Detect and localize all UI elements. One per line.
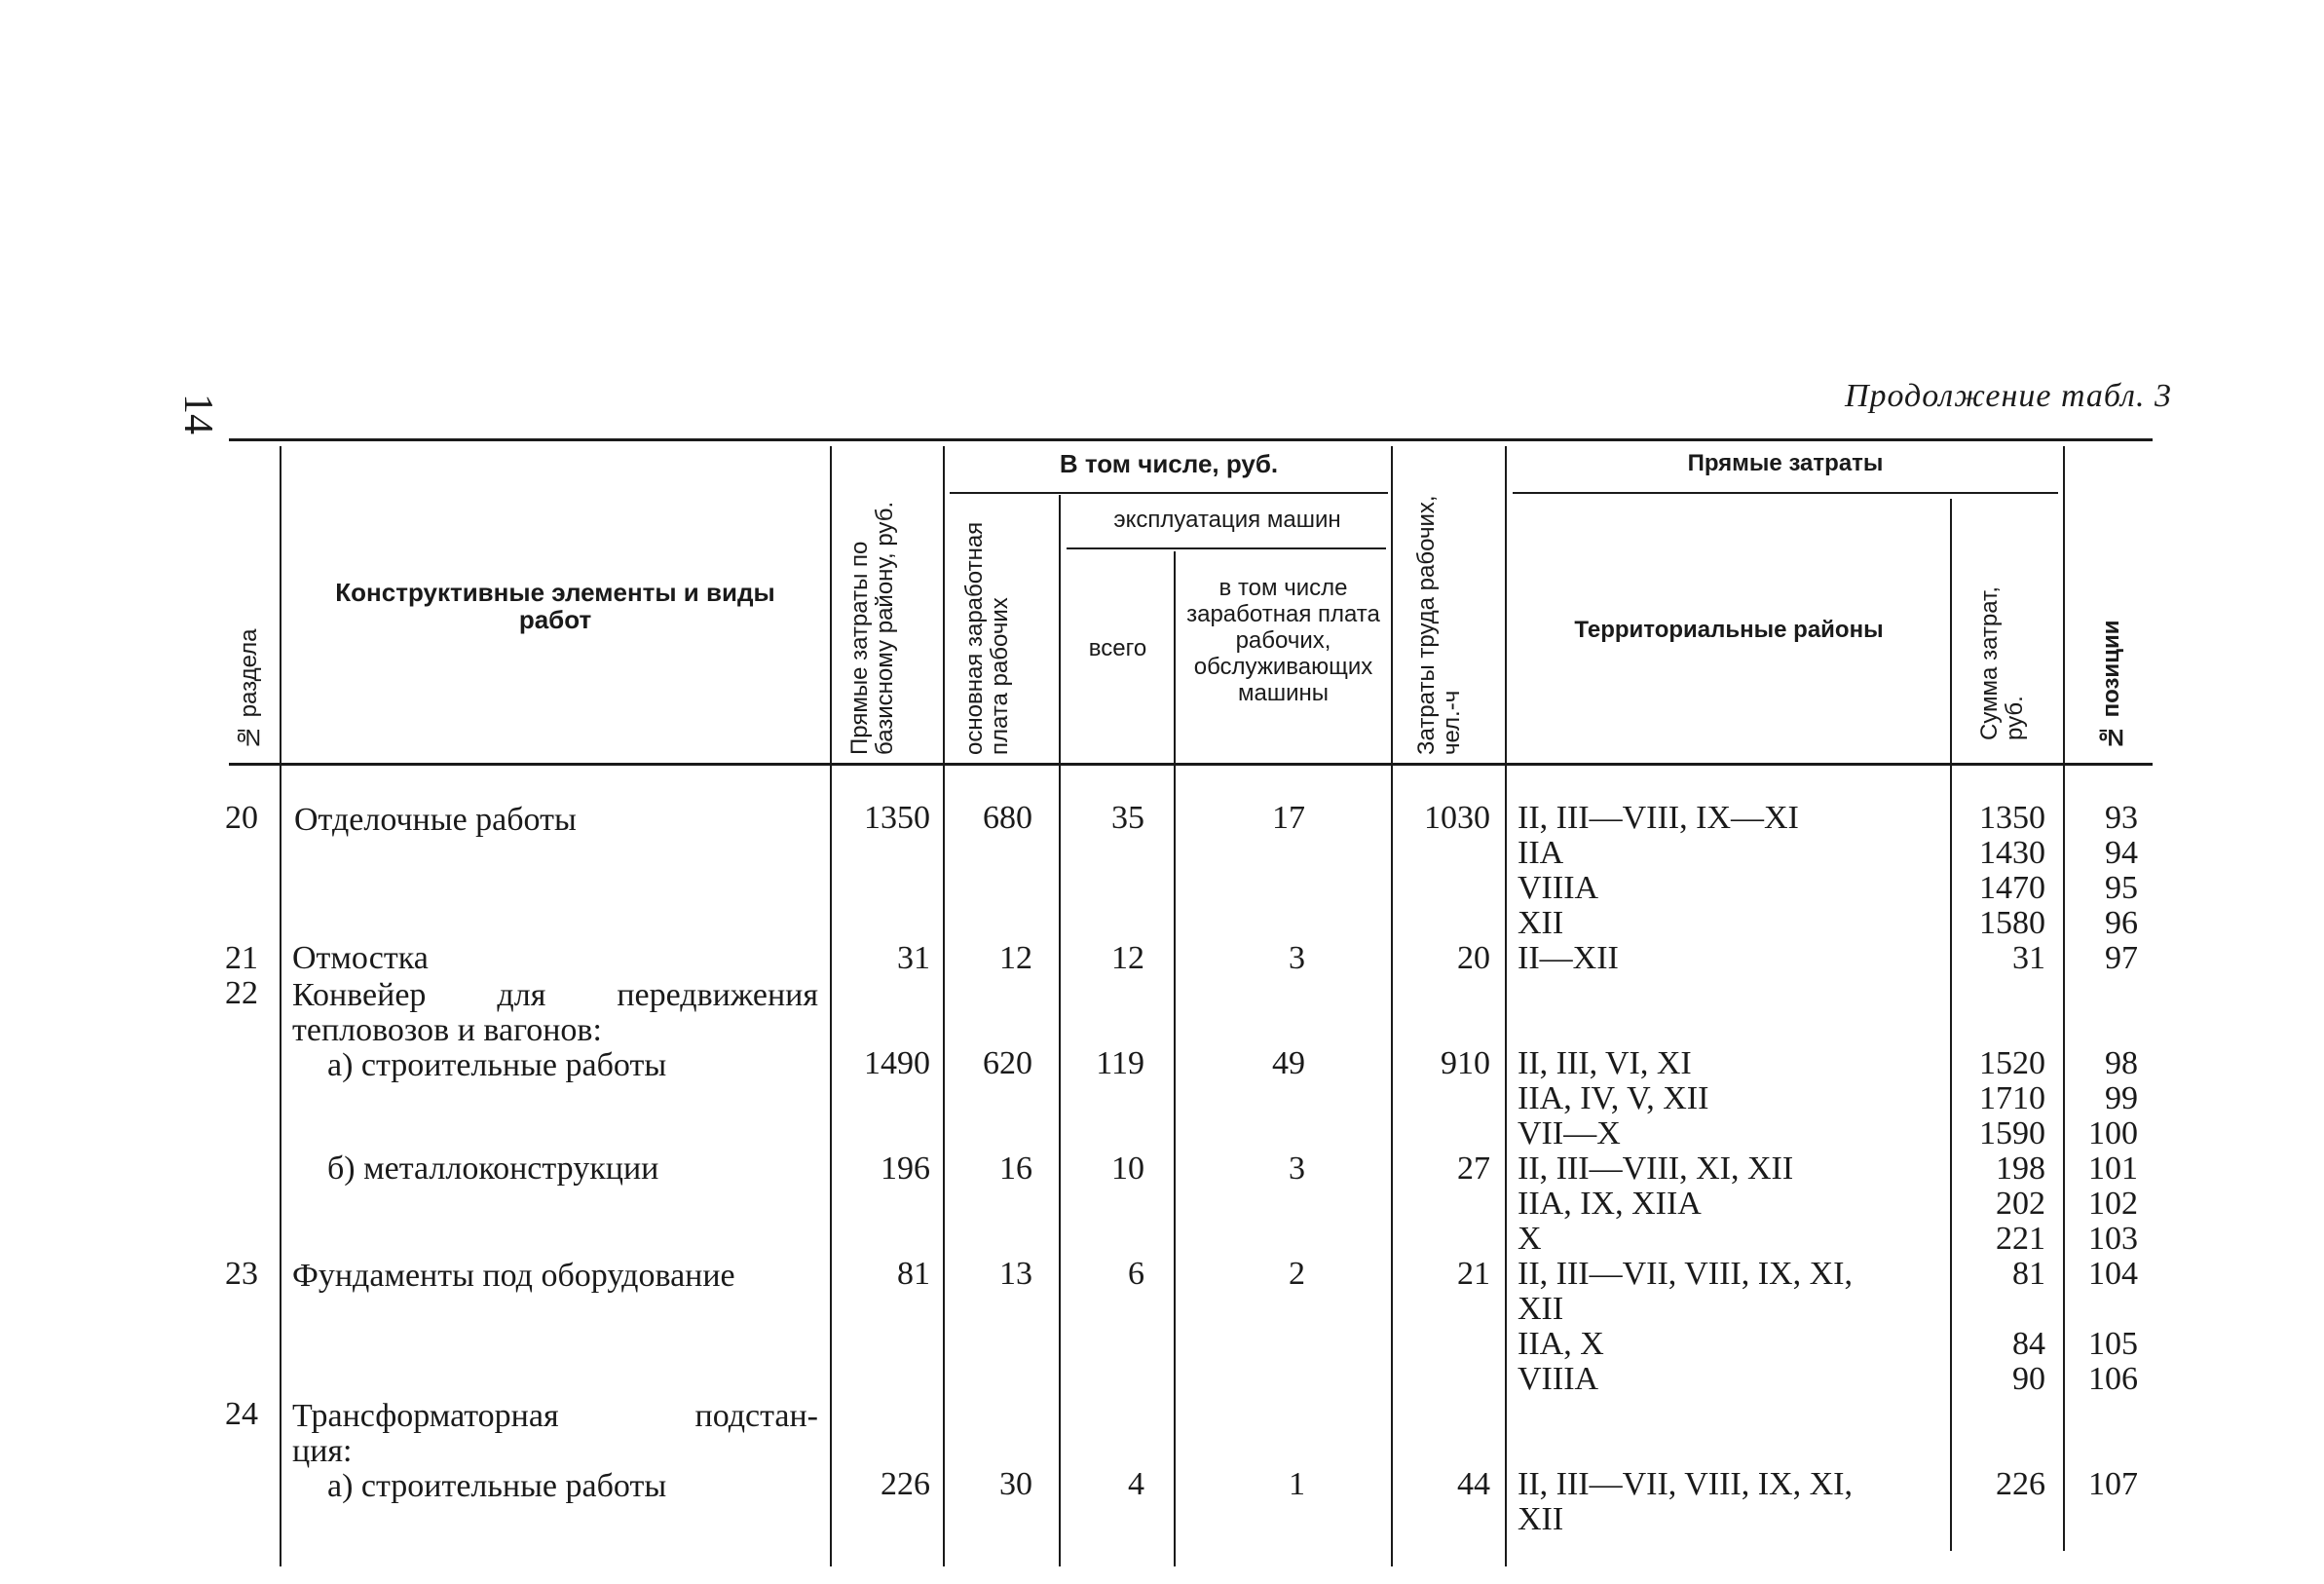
group-rule [1513, 492, 2058, 494]
region: XII [1518, 1291, 1564, 1327]
col-divider [1950, 499, 1952, 1551]
region: IIA [1518, 835, 1564, 871]
machines-wage: 17 [1272, 800, 1305, 836]
position: 101 [2088, 1150, 2138, 1187]
position: 100 [2088, 1115, 2138, 1151]
machines-total: 119 [1096, 1045, 1144, 1081]
col-divider [1505, 446, 1507, 1566]
section-number: 20 [225, 800, 258, 836]
position: 104 [2088, 1256, 2138, 1292]
machines-wage: 1 [1289, 1466, 1305, 1502]
header-direct-group: Прямые затраты [1687, 450, 1884, 476]
position: 97 [2105, 940, 2138, 976]
header-regions: Территориальные районы [1574, 617, 1884, 643]
region: II, III, VI, XI [1518, 1045, 1692, 1081]
wage: 12 [999, 940, 1032, 976]
machines-total: 12 [1111, 940, 1144, 976]
position: 107 [2088, 1466, 2138, 1502]
labor: 44 [1457, 1466, 1490, 1502]
col-divider [280, 446, 281, 1566]
labor: 21 [1457, 1256, 1490, 1292]
sum: 1350 [1979, 800, 2045, 836]
region: II, III—VIII, XI, XII [1518, 1150, 1794, 1187]
sum: 1590 [1979, 1115, 2045, 1151]
wage: 13 [999, 1256, 1032, 1292]
work-name: Фундаменты под оборудование [292, 1258, 735, 1294]
position: 94 [2105, 835, 2138, 871]
region: II, III—VII, VIII, IX, XI, [1518, 1466, 1853, 1502]
sum: 202 [1996, 1186, 2045, 1222]
header-direct-base: Прямые затраты по базисному району, руб. [846, 501, 898, 755]
position: 103 [2088, 1221, 2138, 1257]
col-divider [943, 446, 945, 1566]
base-cost: 196 [881, 1150, 930, 1187]
group-rule [950, 492, 1388, 494]
sum: 81 [2012, 1256, 2045, 1292]
machines-total: 10 [1111, 1150, 1144, 1187]
position: 98 [2105, 1045, 2138, 1081]
header-position: № позиции [2098, 620, 2124, 750]
header-machines-wage: в том числе заработная плата рабочих, обслуживающих машины [1186, 575, 1380, 706]
page-number: 14 [175, 394, 220, 434]
header-elements: Конструктивные элементы и виды работ [335, 578, 775, 634]
top-rule [229, 438, 2153, 441]
wage: 16 [999, 1150, 1032, 1187]
work-name: а) строительные работы [327, 1468, 667, 1504]
sum: 198 [1996, 1150, 2045, 1187]
region: VIIIA [1518, 870, 1599, 906]
sum: 90 [2012, 1361, 2045, 1397]
header-labor: Затраты труда рабочих, чел.-ч [1413, 495, 1465, 755]
section-number: 21 [225, 940, 258, 976]
position: 99 [2105, 1080, 2138, 1116]
header-section: № раздела [236, 628, 262, 750]
region: II—XII [1518, 940, 1619, 976]
base-cost: 81 [897, 1256, 930, 1292]
machines-wage: 49 [1272, 1045, 1305, 1081]
header-machines-group: эксплуатация машин [1113, 507, 1341, 533]
region: VIIIA [1518, 1361, 1599, 1397]
region: VII—X [1518, 1115, 1621, 1151]
machines-total: 4 [1128, 1466, 1144, 1502]
sum: 1580 [1979, 905, 2045, 941]
sum: 1710 [1979, 1080, 2045, 1116]
labor: 910 [1441, 1045, 1490, 1081]
machines-total: 6 [1128, 1256, 1144, 1292]
labor: 1030 [1424, 800, 1490, 836]
machines-wage: 3 [1289, 1150, 1305, 1187]
group-rule [1067, 547, 1386, 549]
position: 106 [2088, 1361, 2138, 1397]
table-caption: Продолжение табл. 3 [1844, 378, 2172, 414]
region: XII [1518, 905, 1564, 941]
work-name: тепловозов и вагонов: [292, 1012, 602, 1048]
region: X [1518, 1221, 1542, 1257]
wage: 620 [983, 1045, 1032, 1081]
work-name: Конвейер для передвижения [292, 977, 818, 1013]
wage: 680 [983, 800, 1032, 836]
col-divider [1059, 495, 1061, 1566]
col-divider [2063, 446, 2065, 1551]
machines-wage: 2 [1289, 1256, 1305, 1292]
region: II, III—VIII, IX—XI [1518, 800, 1799, 836]
base-cost: 226 [881, 1466, 930, 1502]
region: IIA, IV, V, XII [1518, 1080, 1709, 1116]
col-divider [1391, 446, 1393, 1566]
work-name: Трансформаторная подстан- [292, 1398, 818, 1434]
position: 96 [2105, 905, 2138, 941]
position: 105 [2088, 1326, 2138, 1362]
work-name: Отмостка [292, 940, 429, 976]
header-rule [229, 763, 2153, 766]
sum: 84 [2012, 1326, 2045, 1362]
col-divider [1174, 551, 1176, 1566]
machines-total: 35 [1111, 800, 1144, 836]
position: 93 [2105, 800, 2138, 836]
region: XII [1518, 1501, 1564, 1537]
sum: 221 [1996, 1221, 2045, 1257]
base-cost: 31 [897, 940, 930, 976]
region: IIA, X [1518, 1326, 1604, 1362]
work-name: Отделочные работы [294, 802, 577, 838]
region: IIA, IX, XIIA [1518, 1186, 1702, 1222]
position: 102 [2088, 1186, 2138, 1222]
section-number: 24 [225, 1396, 258, 1432]
work-name: а) строительные работы [327, 1047, 667, 1083]
sum: 226 [1996, 1466, 2045, 1502]
labor: 20 [1457, 940, 1490, 976]
labor: 27 [1457, 1150, 1490, 1187]
sum: 1520 [1979, 1045, 2045, 1081]
header-sum: Сумма затрат, руб. [1976, 585, 2028, 740]
position: 95 [2105, 870, 2138, 906]
header-incl-group: В том числе, руб. [1059, 449, 1279, 478]
base-cost: 1350 [864, 800, 930, 836]
header-machines-total: всего [1088, 635, 1147, 661]
sum: 31 [2012, 940, 2045, 976]
sum: 1430 [1979, 835, 2045, 871]
base-cost: 1490 [864, 1045, 930, 1081]
header-wage: основная заработная плата рабочих [961, 521, 1013, 755]
section-number: 22 [225, 975, 258, 1011]
work-name: ция: [292, 1433, 353, 1469]
machines-wage: 3 [1289, 940, 1305, 976]
col-divider [830, 446, 832, 1566]
wage: 30 [999, 1466, 1032, 1502]
region: II, III—VII, VIII, IX, XI, [1518, 1256, 1853, 1292]
sum: 1470 [1979, 870, 2045, 906]
section-number: 23 [225, 1256, 258, 1292]
work-name: б) металлоконструкции [327, 1150, 659, 1187]
